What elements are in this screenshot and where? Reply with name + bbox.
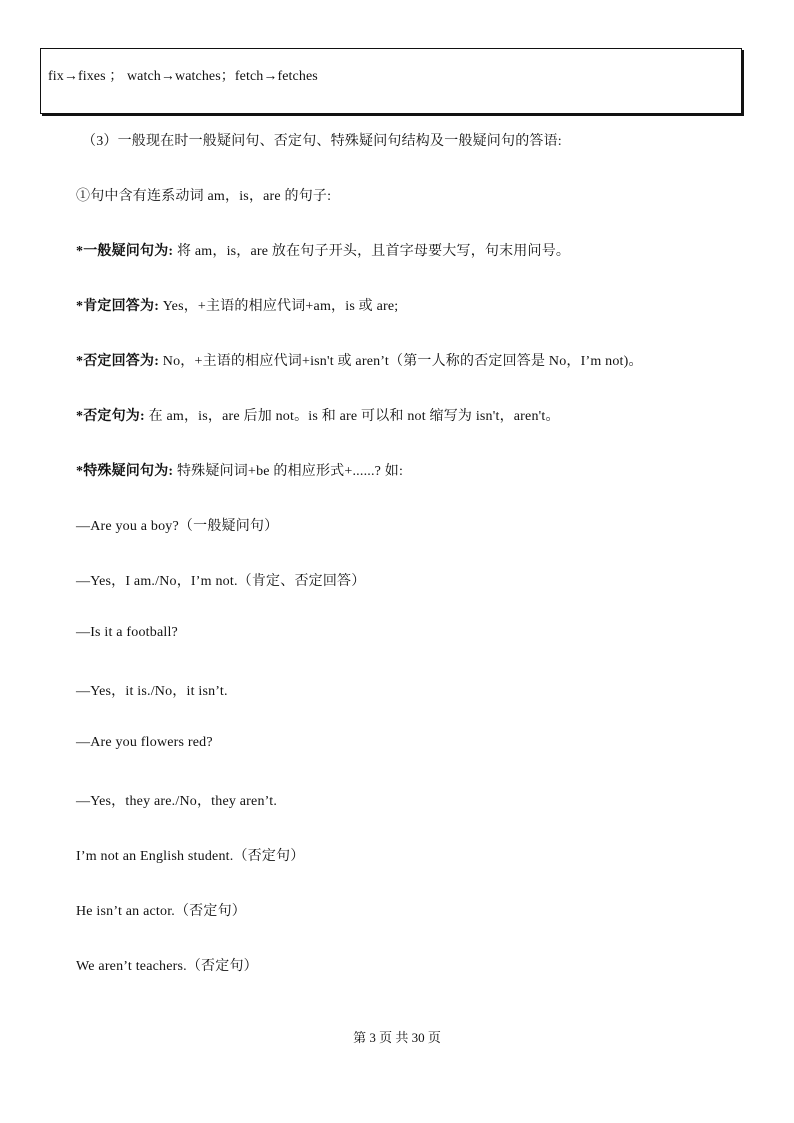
section-heading xyxy=(82,130,562,150)
line-label: *肯定回答为: xyxy=(76,299,160,314)
example-line xyxy=(76,515,278,535)
line-text: —Is it a football? xyxy=(76,625,178,640)
example-line xyxy=(76,845,304,865)
paragraph-line xyxy=(76,185,331,205)
paragraph-line xyxy=(76,240,570,260)
line-label: *一般疑问句为: xyxy=(76,244,174,259)
page-footer: 第 3 页 共 30 页 xyxy=(353,1030,441,1045)
line-text: I’m not an English student.（否定句） xyxy=(76,849,305,864)
line-label: *否定回答为: xyxy=(76,354,160,369)
line-text: He isn’t an actor.（否定句） xyxy=(76,904,246,919)
example-line xyxy=(76,790,277,810)
line-text: ①句中含有连系动词 am，is，are 的句子: xyxy=(76,189,332,204)
line-text: 特殊疑问词+be 的相应形式+......? 如: xyxy=(176,464,404,479)
line-text: —Yes，I am./No，I’m not.（肯定、否定回答） xyxy=(76,574,366,589)
line-text: Yes，+主语的相应代词+am，is 或 are; xyxy=(162,299,399,314)
paragraph-line xyxy=(76,350,643,370)
line-text: 将 am，is，are 放在句子开头，且首字母要大写，句末用问号。 xyxy=(176,244,571,259)
line-label: *特殊疑问句为: xyxy=(76,464,174,479)
line-text: —Are you a boy?（一般疑问句） xyxy=(76,519,279,534)
paragraph-line xyxy=(76,295,398,315)
line-text: We aren’t teachers.（否定句） xyxy=(76,959,258,974)
line-text: No，+主语的相应代词+isn't 或 aren’t（第一人称的否定回答是 No，I’m not)。 xyxy=(162,354,643,369)
line-text: —Yes，it is./No，it isn’t. xyxy=(76,684,228,699)
example-line xyxy=(76,625,178,641)
line-text: —Are you flowers red? xyxy=(76,735,213,750)
line-label: *否定句为: xyxy=(76,409,145,424)
example-line xyxy=(76,735,213,751)
box-text: fix→fixes ； watch→watches；fetch→fetches xyxy=(48,69,318,84)
paragraph-line xyxy=(76,405,560,425)
line-text: —Yes，they are./No，they aren’t. xyxy=(76,794,278,809)
rule-box xyxy=(40,48,742,114)
paragraph-line xyxy=(76,460,403,480)
example-line xyxy=(76,680,228,700)
example-line xyxy=(76,955,258,975)
line-text: 在 am，is，are 后加 not。is 和 are 可以和 not 缩写为 isn't，aren't。 xyxy=(148,409,560,424)
line-text: （3）一般现在时一般疑问句、否定句、特殊疑问句结构及一般疑问句的答语: xyxy=(82,134,562,149)
example-line xyxy=(76,570,365,590)
example-line xyxy=(76,900,246,920)
